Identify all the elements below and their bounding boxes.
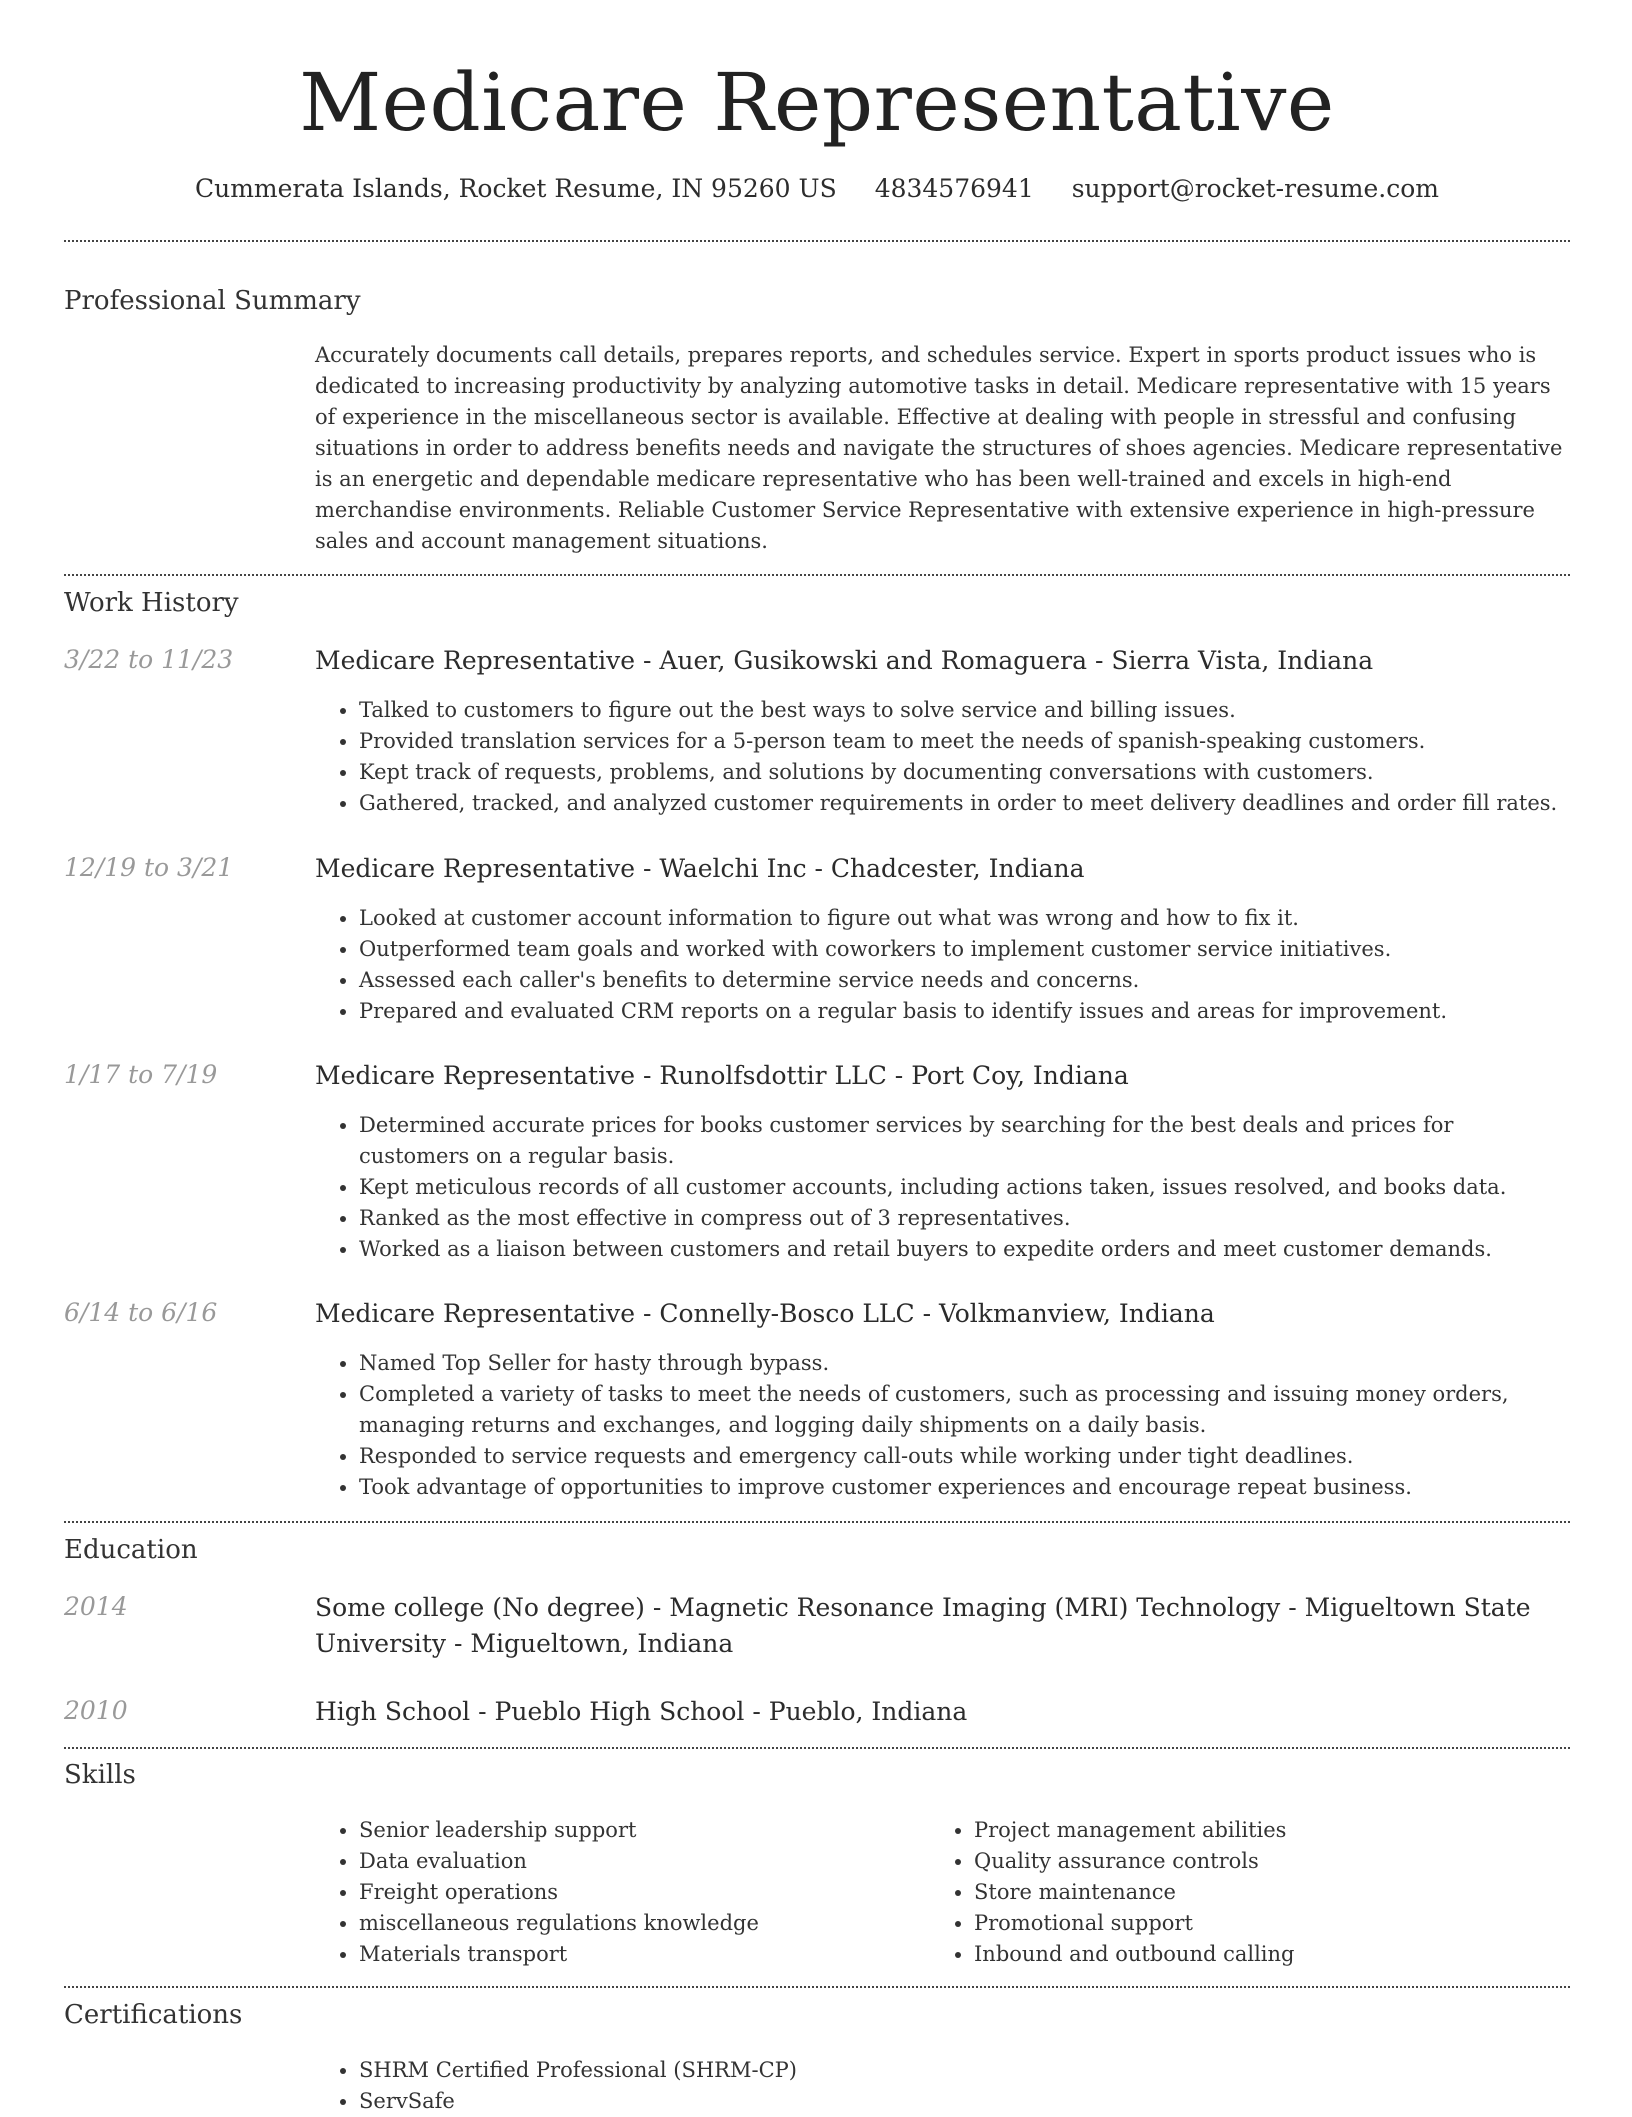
- certifications-list: [359, 2055, 1570, 2117]
- contact-phone: 4834576941: [874, 174, 1034, 203]
- job-bullet: • Took advantage of opportunities to improve customer experiences and encourage repeat business.: [359, 1472, 1570, 1503]
- job-bullet: • Responded to service requests and emergency call-outs while working under tight deadlines.: [359, 1441, 1570, 1472]
- job-bullet: • Assessed each caller's benefits to determine service needs and concerns.: [359, 965, 1570, 996]
- section-title-education: Education: [64, 1535, 198, 1565]
- job-title: Medicare Representative - Runolfsdottir LLC - Port Coy, Indiana: [315, 1061, 1129, 1090]
- skills-column-right: [974, 1815, 1534, 1970]
- certification-item: • SHRM Certified Professional (SHRM-CP): [359, 2055, 1570, 2086]
- section-divider: [64, 1521, 1570, 1523]
- job-title: Medicare Representative - Connelly-Bosco LLC - Volkmanview, Indiana: [315, 1299, 1215, 1328]
- education-text: Some college (No degree) - Magnetic Resonance Imaging (MRI) Technology - Migueltown State University - Migueltown, Indiana: [315, 1593, 1531, 1658]
- job-bullets: [359, 1110, 1570, 1265]
- job-bullet: • Outperformed team goals and worked with coworkers to implement customer service initiatives.: [359, 934, 1570, 965]
- skill-item: • Promotional support: [974, 1908, 1534, 1939]
- job-bullet: • Named Top Seller for hasty through bypass.: [359, 1348, 1570, 1379]
- job-bullet: • Provided translation services for a 5-person team to meet the needs of spanish-speaking customers.: [359, 726, 1570, 757]
- job-bullet: • Kept meticulous records of all customer accounts, including actions taken, issues resolved, and books data.: [359, 1172, 1570, 1203]
- contact-line: [64, 169, 1570, 209]
- job-bullet: • Completed a variety of tasks to meet the needs of customers, such as processing and issuing money orders, managing returns and exchanges, and logging daily shipments on a daily basis.: [359, 1379, 1570, 1441]
- section-title-skills: Skills: [64, 1760, 136, 1790]
- job-dates: 12/19 to 3/21: [64, 853, 234, 882]
- skills-list: [64, 1815, 1570, 1975]
- skill-item: • Materials transport: [359, 1939, 919, 1970]
- skill-item: • Quality assurance controls: [974, 1846, 1534, 1877]
- contact-email: support@rocket-resume.com: [1071, 174, 1440, 203]
- section-title-certifications: Certifications: [64, 2000, 243, 2030]
- job-bullet: • Determined accurate prices for books customer services by searching for the best deals and prices for customers on a regular basis.: [359, 1110, 1570, 1172]
- job-dates: 1/17 to 7/19: [64, 1060, 218, 1089]
- job-bullet: • Kept track of requests, problems, and solutions by documenting conversations with customers.: [359, 757, 1570, 788]
- job-title: Medicare Representative - Auer, Gusikowski and Romaguera - Sierra Vista, Indiana: [315, 646, 1374, 675]
- job-dates: 3/22 to 11/23: [64, 645, 234, 674]
- job-bullets: [359, 695, 1570, 819]
- job-bullets: [359, 1348, 1570, 1503]
- certification-item: • ServSafe: [359, 2086, 1570, 2117]
- job-title: Medicare Representative - Waelchi Inc - Chadcester, Indiana: [315, 854, 1085, 883]
- section-divider: [64, 1986, 1570, 1988]
- job-bullet: • Looked at customer account information to figure out what was wrong and how to fix it.: [359, 903, 1570, 934]
- job-bullet: • Ranked as the most effective in compress out of 3 representatives.: [359, 1203, 1570, 1234]
- skill-item: • miscellaneous regulations knowledge: [359, 1908, 919, 1939]
- skill-item: • Inbound and outbound calling: [974, 1939, 1534, 1970]
- job-bullet: • Worked as a liaison between customers and retail buyers to expedite orders and meet customer demands.: [359, 1234, 1570, 1265]
- job-bullet: • Talked to customers to figure out the best ways to solve service and billing issues.: [359, 695, 1570, 726]
- skill-item: • Data evaluation: [359, 1846, 919, 1877]
- section-divider: [64, 240, 1570, 242]
- education-year: 2010: [64, 1696, 128, 1725]
- skills-column-left: [359, 1815, 919, 1970]
- job-bullet: • Gathered, tracked, and analyzed customer requirements in order to meet delivery deadlines and order fill rates.: [359, 788, 1570, 819]
- resume-name: Medicare Representative: [299, 56, 1335, 149]
- section-title-work-history: Work History: [64, 588, 239, 618]
- section-divider: [64, 1747, 1570, 1749]
- job-bullets: [359, 903, 1570, 1027]
- section-title-summary: Professional Summary: [64, 286, 361, 316]
- skill-item: • Freight operations: [359, 1877, 919, 1908]
- job-bullet: • Prepared and evaluated CRM reports on a regular basis to identify issues and areas for improvement.: [359, 996, 1570, 1027]
- skill-item: • Senior leadership support: [359, 1815, 919, 1846]
- summary-text: Accurately documents call details, prepares reports, and schedules service. Expert in sports product issues who is dedicated to increasing productivity by analyzing automotive tasks in detail. Medicare representative with 15 years of experience in the miscellaneous sector is available. Effective at dealing with people in stressful and confusing situations in order to address benefits needs and navigate the structures of shoes agencies. Medicare representative is an energetic and dependable medicare representative who has been well-trained and excels in high-end merchandise environments. Reliable Customer Service Representative with extensive experience in high-pressure sales and account management situations.: [315, 343, 1563, 553]
- education-year: 2014: [64, 1592, 128, 1621]
- skill-item: • Store maintenance: [974, 1877, 1534, 1908]
- education-text: High School - Pueblo High School - Pueblo, Indiana: [315, 1697, 968, 1726]
- section-divider: [64, 574, 1570, 576]
- skill-item: • Project management abilities: [974, 1815, 1534, 1846]
- job-dates: 6/14 to 6/16: [64, 1298, 218, 1327]
- contact-address: Cummerata Islands, Rocket Resume, IN 95260 US: [194, 174, 837, 203]
